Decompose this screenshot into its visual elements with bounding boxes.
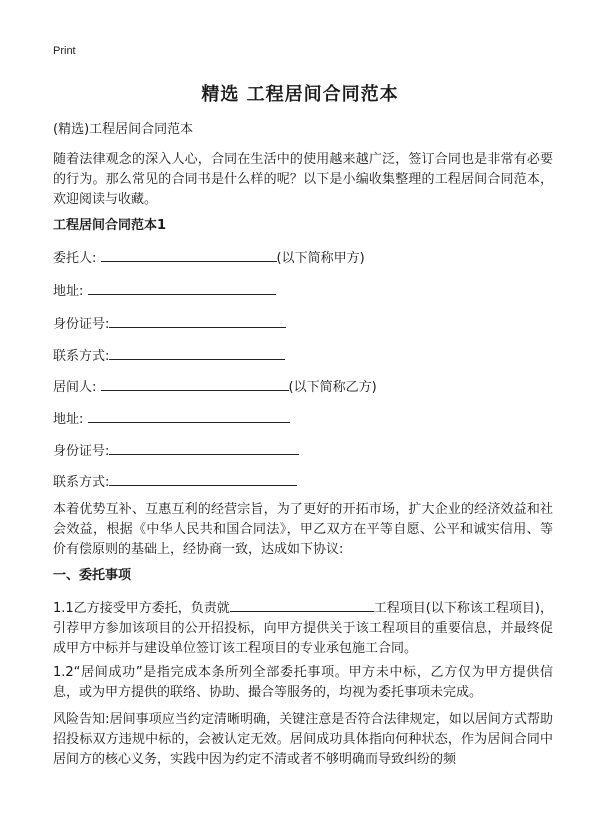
broker-field <box>53 376 377 396</box>
client-suffix: (以下简称甲方) <box>276 251 365 266</box>
contact2-field <box>53 471 297 491</box>
article-title: 一、委托事项 <box>53 568 132 583</box>
contact2-label: 联系方式: <box>53 475 110 490</box>
client-field <box>53 247 365 267</box>
clause-1-2: 1.2“居间成功”是指完成本条所列全部委托事项。甲方未中标，乙方仅为甲方提供信息，或为甲方提供的联络、协助、撮合等服务的，均视为委托事项未完成。 <box>53 665 553 700</box>
clause-1-1-rest: 工程项目(以下称该工程项目)，引荐甲方参加该项目的公开招投标，向甲方提供关于该工程项目的重要信息，并最终促成甲方中标并与建设单位签订该工程项目的专业承包施工合同。 <box>53 601 553 656</box>
client-blank <box>101 247 277 262</box>
address2-blank <box>88 408 290 423</box>
section-title: 工程居间合同范本1 <box>53 218 167 233</box>
contact1-field <box>53 345 285 365</box>
contact2-blank <box>109 471 297 486</box>
document-title: 精选 工程居间合同范本 <box>201 84 399 105</box>
id2-blank <box>109 440 299 455</box>
broker-blank <box>101 376 289 391</box>
address2-field <box>53 408 290 428</box>
address1-blank <box>88 280 276 295</box>
preamble-paragraph: 本着优势互补、互惠互利的经营宗旨，为了更好的开拓市场，扩大企业的经济效益和社会效益，根据《中华人民共和国合同法》，甲乙双方在平等自愿、公平和诚实信用、等价有偿原则的基础上，经协商一致，达成如下协议: <box>53 502 553 557</box>
address2-label: 地址: <box>53 412 84 427</box>
broker-label: 居间人: <box>53 380 97 395</box>
client-label: 委托人: <box>53 251 97 266</box>
contact1-label: 联系方式: <box>53 349 110 364</box>
id2-label: 身份证号: <box>53 444 110 459</box>
print-label[interactable]: Print <box>53 45 76 57</box>
document-subtitle: (精选)工程居间合同范本 <box>53 122 194 137</box>
broker-suffix: (以下简称乙方) <box>288 380 377 395</box>
contact1-blank <box>109 345 285 360</box>
clause-1-1 <box>53 597 553 659</box>
intro-paragraph: 随着法律观念的深入人心，合同在生活中的使用越来越广泛，签订合同也是非常有必要的行为。那么常见的合同书是什么样的呢？以下是小编收集整理的工程居间合同范本，欢迎阅读与收藏。 <box>53 152 553 207</box>
clause-1-1-start: 1.1乙方接受甲方委托，负责就 <box>53 601 230 616</box>
id1-label: 身份证号: <box>53 317 110 332</box>
address1-field <box>53 280 276 300</box>
id1-blank <box>109 313 286 328</box>
project-blank <box>230 597 374 612</box>
id1-field <box>53 313 286 333</box>
address1-label: 地址: <box>53 284 84 299</box>
risk-notice: 风险告知:居间事项应当约定清晰明确，关键注意是否符合法律规定，如以居间方式帮助招投标双方违规中标的，会被认定无效。居间成功具体指向何种状态，作为居间合同中居间方的核心义务，实践中因为约定不清或者不够明确而导致纠纷的频 <box>53 712 553 767</box>
id2-field <box>53 440 299 460</box>
